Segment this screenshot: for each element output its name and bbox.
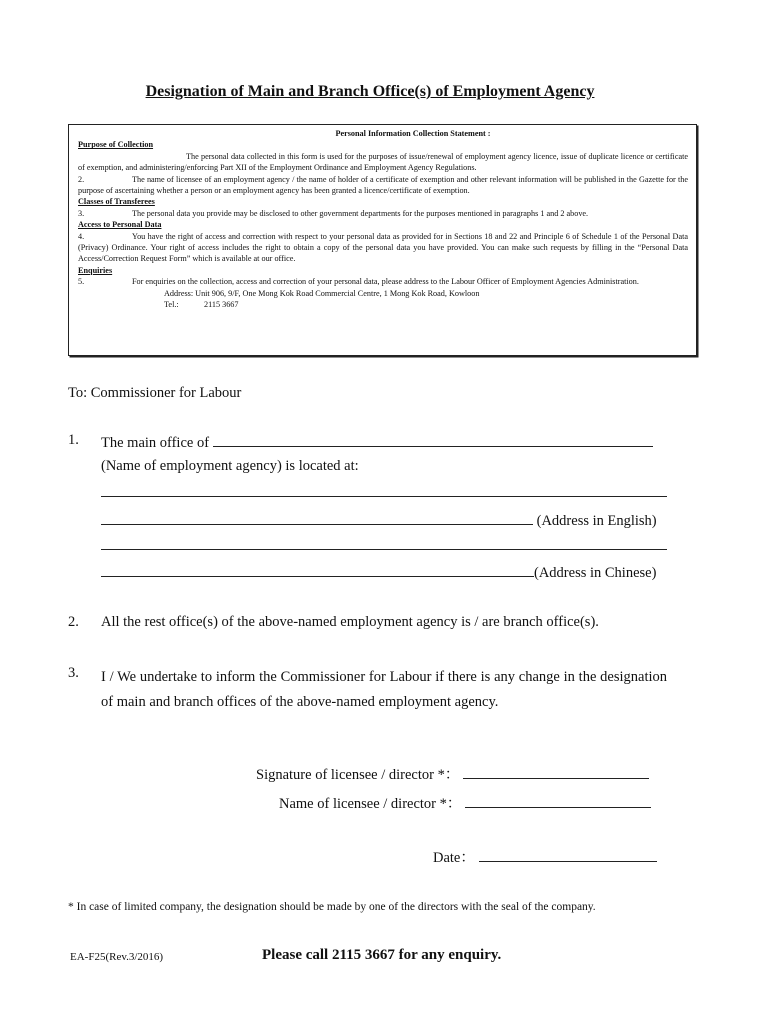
enquiries-heading: Enquiries	[78, 265, 113, 275]
form-code: EA-F25(Rev.3/2016)	[70, 951, 164, 963]
office-telephone	[78, 299, 688, 310]
address-english-line-2[interactable]	[101, 510, 533, 525]
address-chinese-row	[101, 562, 656, 582]
item-3-text: I / We undertake to inform the Commissioner for Labour if there is any change in the designation of main and branch offices of the above-named employment agency.	[101, 669, 667, 710]
address-english-label: (Address in English)	[536, 513, 657, 529]
item-3-number: 3.	[68, 665, 79, 681]
pics-paragraph-4-num: 4.	[78, 231, 85, 241]
item-1-line	[101, 432, 653, 452]
pics-paragraph-5	[78, 276, 688, 287]
transferees-heading: Classes of Transferees	[78, 197, 155, 207]
date-label: Date：	[433, 850, 475, 866]
limited-company-footnote: * In case of limited company, the designation should be made by one of the directors with the seal of the company.	[68, 901, 596, 913]
office-address: Address: Unit 906, 9/F, One Mong Kok Road Commercial Centre, 1 Mong Kok Road, Kowloon	[164, 288, 480, 298]
purpose-heading: Purpose of Collection	[78, 140, 154, 150]
name-row	[279, 792, 651, 813]
pics-paragraph-2-num: 2.	[78, 174, 85, 184]
item-2-text: All the rest office(s) of the above-named employment agency is / are branch office(s).	[101, 614, 599, 630]
signature-field[interactable]	[463, 764, 649, 779]
tel-label: Tel.:	[164, 300, 179, 310]
item-1-text: The main office of	[101, 435, 210, 451]
pics-paragraph-2	[78, 174, 688, 197]
pics-paragraph-3-text: The personal data you provide may be disclosed to other government departments for the purposes mentioned in paragraphs 1 and 2 above.	[132, 208, 589, 218]
form-title: Designation of Main and Branch Office(s) of Employment Agency	[145, 83, 595, 100]
pics-paragraph-4-text: You have the right of access and correction with respect to your personal data as provided for in Sections 18 and 22 and Principle 6 of Schedule 1 of the Personal Data (Privacy) Ordinance. Your right of access includes the right to obtain a copy of the personal data you have provided. You can make such requests by filling in the “Personal Data Access/Correction Request Form” which is available at our office.	[78, 231, 688, 264]
signature-label: Signature of licensee / director *：	[256, 767, 460, 783]
pics-paragraph-4	[78, 231, 688, 265]
personal-information-collection-statement	[68, 124, 697, 356]
pics-paragraph-3-num: 3.	[78, 208, 85, 218]
name-field[interactable]	[465, 793, 651, 808]
name-label: Name of licensee / director *：	[279, 796, 462, 812]
item-2-number: 2.	[68, 614, 79, 630]
date-row	[433, 846, 657, 867]
item-1-subtext: (Name of employment agency) is located at:	[101, 458, 359, 474]
pics-paragraph-5-num: 5.	[78, 277, 85, 287]
address-english-row	[101, 510, 657, 530]
pics-paragraph-5-text: For enquiries on the collection, access and correction of your personal data, please address to the Labour Officer of Employment Agencies Administration.	[132, 277, 639, 287]
agency-name-field[interactable]	[213, 432, 653, 447]
address-english-line-1[interactable]	[101, 496, 667, 497]
date-field[interactable]	[479, 847, 657, 862]
access-heading: Access to Personal Data	[78, 220, 162, 230]
address-chinese-line-2[interactable]	[101, 562, 534, 577]
addressee-line: To: Commissioner for Labour	[68, 385, 242, 401]
address-chinese-label: (Address in Chinese)	[534, 565, 657, 581]
signature-row	[256, 763, 649, 784]
enquiry-line: Please call 2115 3667 for any enquiry.	[262, 947, 502, 963]
pics-paragraph-1-text: The personal data collected in this form is used for the purposes of issue/renewal of employment agency licence, issue of duplicate licence or certificate of exemption, and administering/enforcing Part XII of the Employment Ordinance and Employment Agency Regulations.	[78, 151, 688, 173]
pics-paragraph-2-text: The name of licensee of an employment agency / the name of holder of a certificate of exemption and other relevant information will be published in the Gazette for the purpose of ascertaining whether a person or an employment agency has been granted a licence/certificate of exemption.	[78, 174, 688, 196]
address-chinese-line-1[interactable]	[101, 549, 667, 550]
pics-paragraph-1	[78, 151, 688, 174]
item-1-number: 1.	[68, 432, 79, 448]
pics-heading: Personal Information Collection Statement :	[335, 129, 491, 138]
tel-value: 2115 3667	[204, 300, 239, 310]
pics-paragraph-3	[78, 208, 688, 219]
